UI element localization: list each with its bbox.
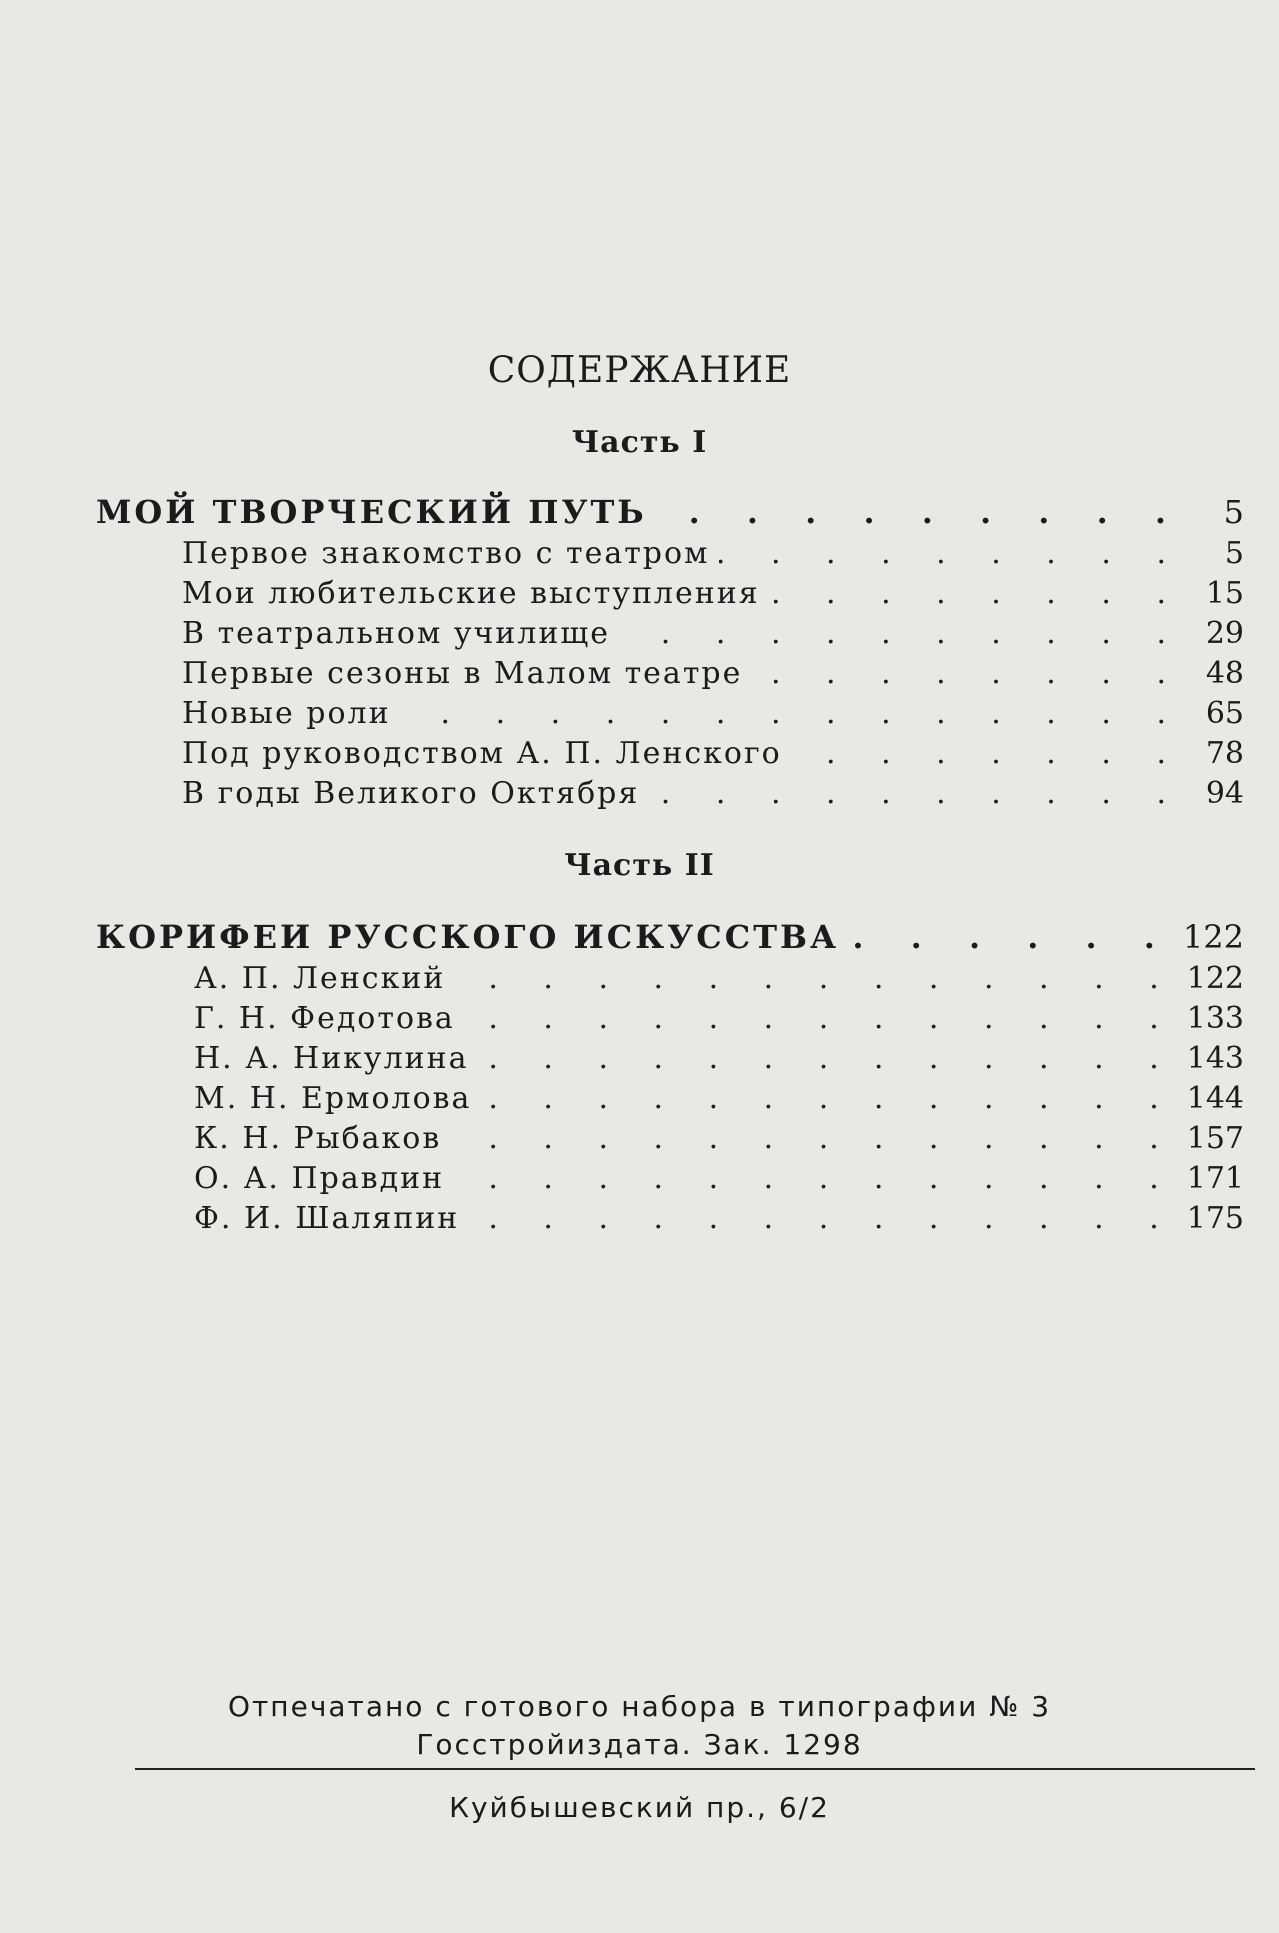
toc-entry-label: МОЙ ТВОРЧЕСКИЙ ПУТЬ [96,493,647,531]
dot-leader [479,1039,1177,1079]
dot-leader [620,614,1184,654]
toc-entry-page: 78 [1205,736,1244,771]
toc-entry-label: Мои любительские выступления [182,576,760,611]
toc-entry-page: 48 [1205,656,1244,691]
divider-rule [135,1768,1255,1770]
toc-entry-page: 29 [1205,616,1244,651]
toc-entry-page: 133 [1186,1001,1244,1036]
toc-entry-page: 5 [1223,493,1244,531]
dot-leader [657,490,1184,534]
toc-entry [96,534,1244,574]
toc-entry-page: 5 [1224,536,1244,571]
toc-entry-page: 65 [1205,696,1244,731]
toc-entry-label: Первые сезоны в Малом театре [182,656,743,691]
toc-entry [96,614,1244,654]
toc-entry-page: 144 [1186,1081,1244,1116]
toc-entry-label: КОРИФЕИ РУССКОГО ИСКУССТВА [96,918,840,956]
toc-entry-label: Ф. И. Шаляпин [194,1201,460,1236]
dot-leader [454,1159,1177,1199]
toc-entry-page: 122 [1186,961,1244,996]
dot-leader [649,774,1184,814]
dot-leader [719,534,1184,574]
toc-entry [96,694,1244,734]
toc-entry-label: Г. Н. Федотова [194,1001,455,1036]
toc-entry-page: 15 [1205,576,1244,611]
toc-entry [96,999,1244,1039]
toc-entry-label: К. Н. Рыбаков [194,1121,442,1156]
dot-leader [465,999,1177,1039]
toc-entry [96,1159,1244,1199]
toc-entry [96,774,1244,814]
toc-entry [96,1119,1244,1159]
toc-entry-page: 157 [1186,1121,1244,1156]
dot-leader [849,915,1173,959]
toc-entry-label: Под руководством А. П. Ленского [182,736,782,771]
toc-entry [96,1079,1244,1119]
toc-entry-main-part-2 [96,915,1244,959]
dot-leader [792,734,1184,774]
toc-entry [96,734,1244,774]
part-2-heading: Часть II [564,848,715,883]
imprint-line-2: Госстройиздата. Зак. 1298 [416,1728,863,1761]
toc-entry-label: Н. А. Никулина [194,1041,469,1076]
toc-entry [96,654,1244,694]
part-1-heading: Часть I [571,425,708,460]
dot-leader [752,654,1184,694]
toc-entry-label: О. А. Правдин [194,1161,445,1196]
imprint-line-1: Отпечатано с готового набора в типографии № 3 [227,1690,1052,1723]
dot-leader [455,959,1176,999]
toc-entry-label: В годы Великого Октября [182,776,640,811]
dot-leader [451,1119,1176,1159]
toc-entry-page: 94 [1205,776,1244,811]
toc-entry-label: В театральном училище [182,616,611,651]
part-1-toc [96,490,1244,814]
printer-address: Куйбышевский пр., 6/2 [449,1791,830,1824]
toc-entry-page: 143 [1186,1041,1244,1076]
dot-leader [770,574,1184,614]
toc-entry-label: А. П. Ленский [194,961,446,996]
dot-leader [401,694,1184,734]
toc-entry-label: Новые роли [182,696,391,731]
toc-entry-label: М. Н. Ермолова [194,1081,472,1116]
toc-entry [96,574,1244,614]
toc-entry-label: Первое знакомство с театром [182,536,710,571]
toc-entry-page: 122 [1182,918,1244,956]
dot-leader [469,1199,1176,1239]
contents-title: СОДЕРЖАНИЕ [487,350,792,391]
toc-entry-page: 175 [1186,1201,1244,1236]
toc-entry [96,1199,1244,1239]
toc-entry-main-part-1 [96,490,1244,534]
imprint [0,1688,1279,1764]
toc-entry [96,1039,1244,1079]
toc-entry [96,959,1244,999]
toc-entry-page: 171 [1186,1161,1244,1196]
dot-leader [481,1079,1176,1119]
part-2-toc [96,915,1244,1239]
